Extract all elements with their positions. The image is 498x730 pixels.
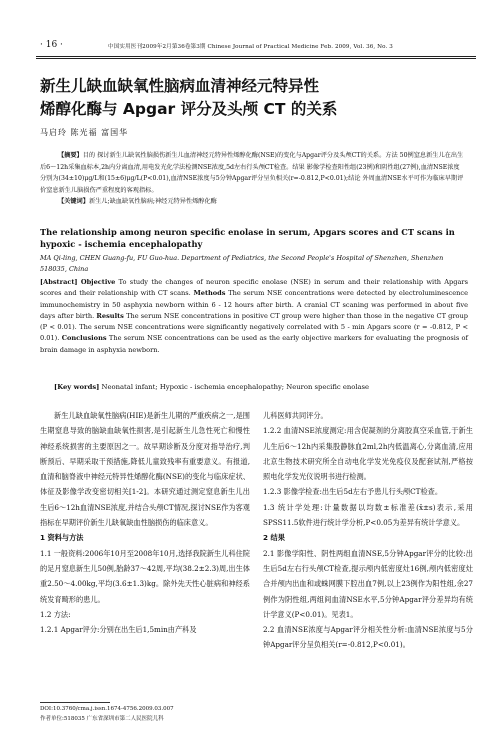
journal-line: 中国实用医刊2009年2月第36卷第3期 Chinese Journal of Practical Medicine Feb. 2009, Vol. 36, No. 3 — [108, 44, 393, 50]
results-text: The serum NSE concentrations in positive CT group were higher than those in the negative CT group (P < 0.01). The serum NSE concentrations were significantly negatively correlated with 5 - min Apgars score (r = -0.812, P < 0.01). — [40, 311, 468, 343]
header-rule — [36, 56, 476, 57]
page-number: · 16 · — [40, 40, 63, 50]
conclusions-label: Conclusions — [61, 334, 107, 343]
methods-label: Methods — [193, 289, 226, 298]
section-2-2-text: 2.2 血清NSE浓度与Apgar评分相关性分析:血清NSE浓度与5分钟Apgar评分呈负相关(r=-0.812,P<0.01)。 — [263, 625, 473, 650]
conclusions-text: The serum NSE concentrations can be used as the early objective markers for evaluating the prognosis of brain damage in asphyxia newborn. — [40, 334, 468, 354]
section-2-heading: 2 结果 — [263, 533, 285, 543]
page-header — [0, 34, 498, 54]
section-1-2-2-text: 1.2.2 血清NSE浓度测定:用含促凝剂的分离胶真空采血管,于新生儿生后6～12h内采集股静脉血2ml,2h内低温离心,分离血清,应用北京生物技术研究所全自动电化学发光免疫仪及配套试剂,严格按照电化学发光仪说明书进行检测。 — [263, 426, 473, 482]
intro-paragraph: 新生儿缺血缺氧性脑病(HIE)是新生儿期的严重疾病之一,是围生期窒息导致的脑缺血缺氧性损害,是引起新生儿急性死亡和慢性神经系统损害的主要原因之一。故早期诊断及分度对指导治疗,判断预后、早期采取干预措施,降低儿童致残率有重要意义。有报道,血清和脑脊液中神经元特异性烯醇化酶(NSE)的变化与临床症状、体征及影像学改变密切相关[1-2]。本研究通过测定窒息新生儿出生后6～12h血清NSE浓度,并结合头颅CT情况,探讨NSE作为客观指标在早期评价新生儿缺氧缺血性脑损伤的临床意义。 — [40, 411, 250, 528]
article-title-en: The relationship among neuron specific enolase in serum, Apgars scores and CT scans in hypoxic - ischemia encephalopathy — [40, 227, 455, 249]
footnote-rule — [40, 702, 110, 703]
doi: DOI:10.3760/cma.j.issn.1674-4756.2009.03.007 — [40, 706, 174, 712]
keywords-cn-label: 【关键词】 — [58, 198, 89, 205]
abstract-cn-text: 目的 探讨新生儿缺氧性脑损伤新生儿血清神经元特异性烯醇化酶(NSE)的变化与Apgar评分及头颅CT的关系。方法 50例窒息新生儿在出生后6～12h采集血标本,2h内分离血清,用电发光化学法检测NSE浓度,5d左右行头颅CT检查。结果 影像学检查阳性组(23例)和阴性组(27例),血清NSE浓度分别为(34±10)μg/L和(15±6)μg/L(P<0.01),血清NSE浓度与5分钟Apgar评分呈负相关(r=-0.812,P<0.01);结论 外周血清NSE水平可作为临床早期评价窒息新生儿脑损伤严重程度的客观指标。 — [40, 152, 464, 194]
title-line-2: 烯醇化酶与 Apgar 评分及头颅 CT 的关系 — [40, 100, 338, 118]
footnote — [40, 704, 250, 724]
abstract-cn-label: 【摘要】 — [58, 152, 83, 159]
section-1-3-text: 1.3 统计学处理:计量数据以均数±标准差(x̄±s)表示,采用SPSS11.5软件进行统计学分析,P<0.05为差异有统计学意义。 — [263, 502, 473, 528]
article-title-cn — [40, 75, 460, 121]
section-2-1-text: 2.1 影像学阳性、阴性两组血清NSE,5分钟Apgar评分的比较:出生后5d左右行头颅CT检查,提示颅内低密度灶16例,颅内低密度灶合并颅内出血和或蛛网膜下腔出血7例,以上23例作为阳性组,余27例作为阴性组,两组间血清NSE水平,5分钟Apgar评分差异均有统计学意义(P<0.01)。见表1。 — [263, 548, 473, 619]
section-1-2-heading: 1.2 方法: — [40, 609, 71, 619]
authors-cn: 马启玲 陈光福 富国华 — [40, 128, 129, 137]
body-left-column — [40, 408, 250, 637]
methods-text: The serum NSE concentrations were detected by electroluminescence immunochemistry in 50 asphyxia newborn within 6 - 12 hours after birth. A cranial CT scaning was performed in about five days after birth. — [40, 289, 468, 320]
abstract-cn — [40, 150, 465, 208]
section-1-2-1-text: 1.2.1 Apgar评分:分别在出生后1,5min由产科及 — [40, 625, 197, 635]
title-line-1: 新生儿缺血缺氧性脑病血清神经元特异性 — [40, 77, 320, 95]
keywords-en: Neonatal infant; Hypoxic - ischemia encephalopathy; Neuron specific enolase — [101, 383, 370, 391]
section-1-1-text: 2006年10月至2008年10月,选择我院新生儿科住院的足月窒息新生儿50例,胎龄37～42周,平均(38.2±2.3)周,出生体重2.50～4.00kg,平均(3.6±1.3)kg。除外先天性心脏病和神经系统发育畸形的患儿。 — [40, 548, 250, 604]
keywords-cn: 新生儿;缺血缺氧性脑病;神经元特异性烯醇化酶 — [88, 198, 217, 205]
section-1-heading: 1 资料与方法 — [40, 533, 84, 543]
continued-paragraph: 儿科医师共同评分。 — [263, 411, 328, 420]
section-1-2-3-text: 1.2.3 影像学检查:出生后5d左右予患儿行头颅CT检查。 — [263, 487, 443, 497]
keywords-en-block — [54, 383, 474, 391]
abstract-en-label: [Abstract] — [40, 278, 78, 286]
header-rule-thin — [36, 58, 476, 59]
keywords-en-label: [Key words] — [54, 383, 100, 391]
abstract-en — [40, 277, 468, 356]
objective-text: To study the changes of neuron specific enolase (NSE) in serum and their relationship with Apgars scores and their relationship with CT scans. — [40, 278, 468, 298]
objective-label: Objective — [80, 278, 116, 286]
authors-en: MA Qi-ling, CHEN Guang-fu, FU Guo-hua. Department of Pediatrics, the Second People's Hospital of Shenzhen, Shenzhen 518035, China — [40, 254, 444, 273]
body-right-column — [263, 408, 473, 653]
section-1-1-heading: 1.1 一般资料: — [40, 548, 85, 558]
affiliation: 作者单位:518035 广东省深圳市第二人民医院儿科 — [40, 716, 164, 722]
results-label: Results — [96, 311, 124, 320]
